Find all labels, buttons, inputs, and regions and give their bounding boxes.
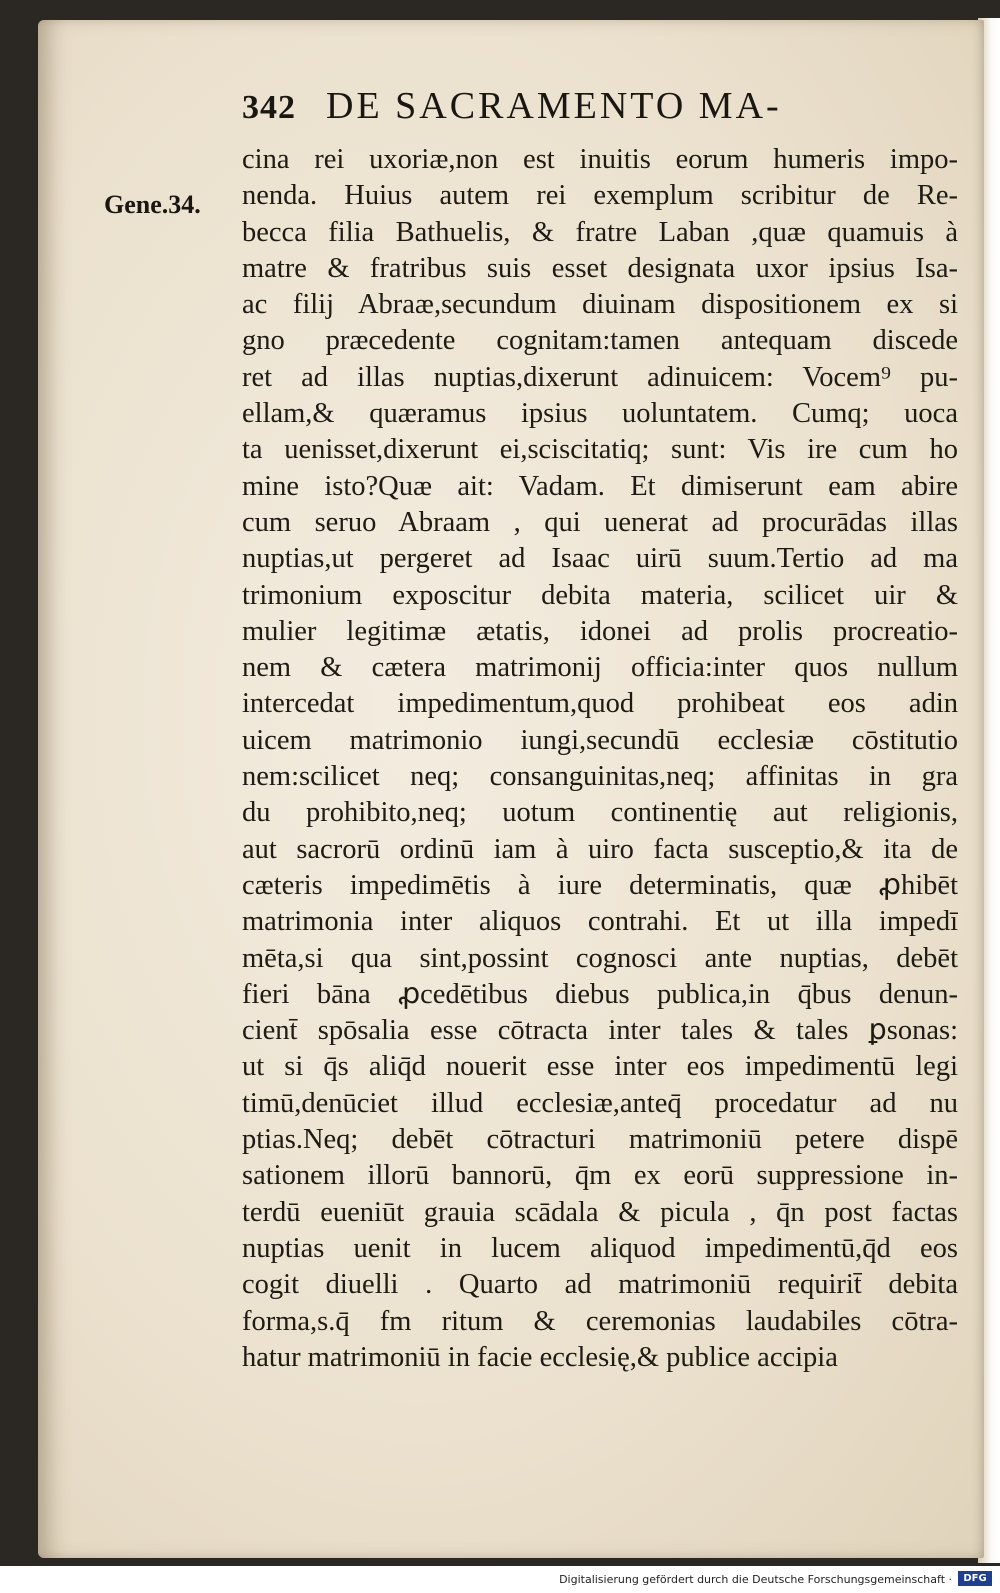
text-line: mēta,si qua sint,possint cognosci ante nuptias, debēt xyxy=(242,942,958,974)
text-line: cæteris impedimētis à iure determinatis, quæ ꝓhibēt xyxy=(242,869,958,901)
text-line: sationem illorū bannorū, q̄m ex eorū suppressione in- xyxy=(242,1160,958,1192)
text-line: ellam,& quæramus ipsius uoluntatem. Cumq; uoca xyxy=(242,398,958,430)
text-line: nuptias,ut pergeret ad Isaac uirū suum.Tertio ad ma xyxy=(242,543,958,575)
text-line: terdū eueniūt grauia scādala & picula , q̄n post factas xyxy=(242,1196,958,1228)
text-line: trimonium exposcitur debita materia, scilicet uir & xyxy=(242,579,958,611)
text-line: cum seruo Abraam , qui uenerat ad procurādas illas xyxy=(242,506,958,538)
body-text xyxy=(242,142,958,1376)
dfg-logo-icon: DFG xyxy=(958,1571,992,1586)
text-line: cient̄ spōsalia esse cōtracta inter tales & tales ꝑsonas: xyxy=(242,1015,958,1047)
page-number: 342 xyxy=(242,89,296,126)
text-line: nem:scilicet neq; consanguinitas,neq; affinitas in gra xyxy=(242,761,958,793)
text-line: nuptias uenit in lucem aliquod impedimentū,q̄d eos xyxy=(242,1232,958,1264)
text-line: intercedat impedimentum,quod prohibeat eos adin xyxy=(242,688,958,720)
running-header xyxy=(242,84,942,128)
text-line: mulier legitimæ ætatis, idonei ad prolis procreatio- xyxy=(242,615,958,647)
text-line: forma,s.q̄ fm ritum & ceremonias laudabiles cōtra- xyxy=(242,1305,958,1337)
text-line: ret ad illas nuptias,dixerunt adinuicem: Vocem⁹ pu- xyxy=(242,361,958,393)
text-line: uicem matrimonio iungi,secundū ecclesiæ cōstitutio xyxy=(242,724,958,756)
funding-credit: Digitalisierung gefördert durch die Deutsche Forschungsgemeinschaft · xyxy=(559,1573,952,1586)
text-line: ta uenisset,dixerunt ei,sciscitatiq; sunt: Vis ire cum ho xyxy=(242,434,958,466)
text-line: ac filij Abraæ,secundum diuinam dispositionem ex si xyxy=(242,289,958,321)
text-line: aut sacrorū ordinū iam à uiro facta susceptio,& ita de xyxy=(242,833,958,865)
marginal-reference: Gene.34. xyxy=(104,190,201,219)
text-line: ptias.Neq; debēt cōtracturi matrimoniū petere dispē xyxy=(242,1124,958,1156)
text-line: cogit diuelli . Quarto ad matrimoniū requirit̄ debita xyxy=(242,1269,958,1301)
text-line: gno præcedente cognitam:tamen antequam discede xyxy=(242,325,958,357)
text-line: matre & fratribus suis esset designata uxor ipsius Isa- xyxy=(242,252,958,284)
footer-bar xyxy=(0,1566,1000,1593)
text-line: fieri bāna ꝓcedētibus diebus publica,in q̄bus denun- xyxy=(242,978,958,1010)
text-line: cina rei uxoriæ,non est inuitis eorum humeris impo- xyxy=(242,144,958,175)
text-line: ut si q̄s aliq̄d nouerit esse inter eos impedimentū legi xyxy=(242,1051,958,1083)
text-line: matrimonia inter aliquos contrahi. Et ut illa impedī xyxy=(242,906,958,938)
text-line: du prohibito,neq; uotum continentię aut religionis, xyxy=(242,797,958,829)
text-line: becca filia Bathuelis, & fratre Laban ,quæ quamuis à xyxy=(242,216,958,248)
text-line: nem & cætera matrimonij officia:inter quos nullum xyxy=(242,652,958,684)
text-line: nenda. Huius autem rei exemplum scribitur de Re- xyxy=(242,180,958,212)
text-line: timū,denūciet illud ecclesiæ,anteq̄ procedatur ad nu xyxy=(242,1087,958,1119)
text-line: hatur matrimoniū in facie ecclesię,& publice accipia xyxy=(242,1341,838,1373)
text-line: mine isto?Quæ ait: Vadam. Et dimiserunt eam abire xyxy=(242,470,958,502)
running-title: DE SACRAMENTO MA- xyxy=(326,85,782,127)
